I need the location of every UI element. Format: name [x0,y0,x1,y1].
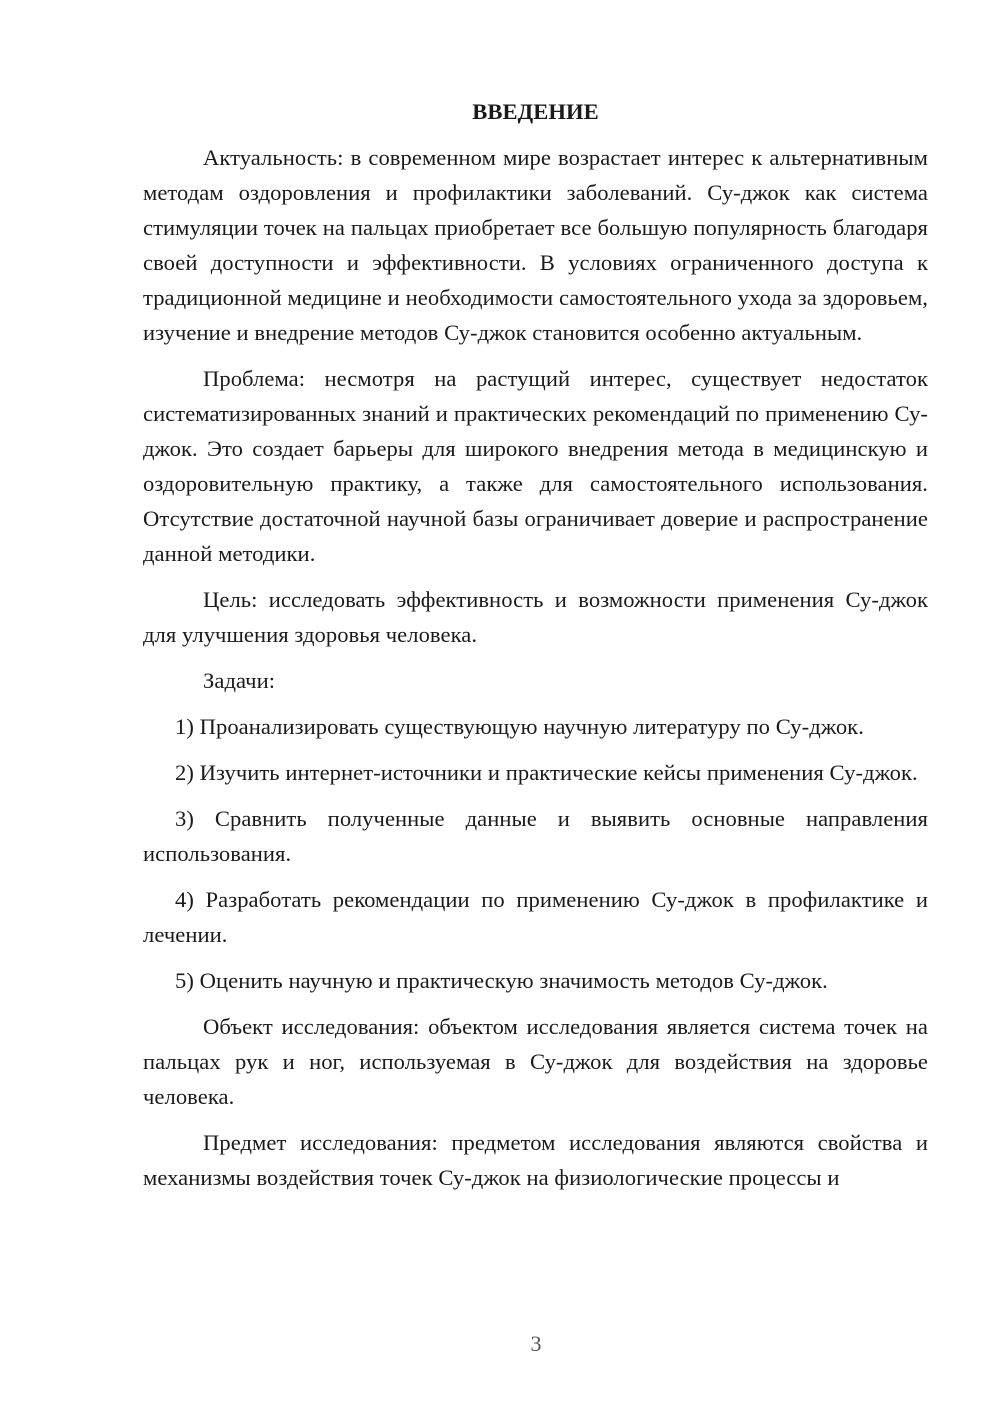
task-item-5: 5) Оценить научную и практическую значимость методов Су-джок. [175,968,828,993]
page-body [143,94,928,1206]
task-item-1: 1) Проанализировать существующую научную литературу по Су-джок. [175,714,864,739]
paragraph-object: Объект исследования: объектом исследования является система точек на пальцах рук и ног, используемая в Су-джок для воздействия на здоровье человека. [143,1014,928,1109]
paragraph-relevance: Актуальность: в современном мире возрастает интерес к альтернативным методам оздоровления и профилактики заболеваний. Су-джок как система стимуляции точек на пальцах приобретает все большую популярность благодаря своей доступности и эффективности. В условиях ограниченного доступа к традиционной медицине и необходимости самостоятельного ухода за здоровьем, изучение и внедрение методов Су-джок становится особенно актуальным. [143,145,928,345]
tasks-heading: Задачи: [203,668,276,693]
task-item-4: 4) Разработать рекомендации по применению Су-джок в профилактике и лечении. [143,887,928,947]
page-number: 3 [530,1331,542,1356]
section-title: ВВЕДЕНИЕ [472,99,599,124]
paragraph-subject: Предмет исследования: предметом исследования являются свойства и механизмы воздействия точек Су-джок на физиологические процессы и [143,1130,928,1190]
task-item-2: 2) Изучить интернет-источники и практические кейсы применения Су-джок. [175,760,918,785]
paragraph-goal: Цель: исследовать эффективность и возможности применения Су-джок для улучшения здоровья человека. [143,587,928,647]
task-item-3: 3) Сравнить полученные данные и выявить основные направления использования. [143,806,928,866]
paragraph-problem: Проблема: несмотря на растущий интерес, существует недостаток систематизированных знаний и практических рекомендаций по применению Су-джок. Это создает барьеры для широкого внедрения метода в медицинскую и оздоровительную практику, а также для самостоятельного использования. Отсутствие достаточной научной базы ограничивает доверие и распространение данной методики. [143,366,928,566]
